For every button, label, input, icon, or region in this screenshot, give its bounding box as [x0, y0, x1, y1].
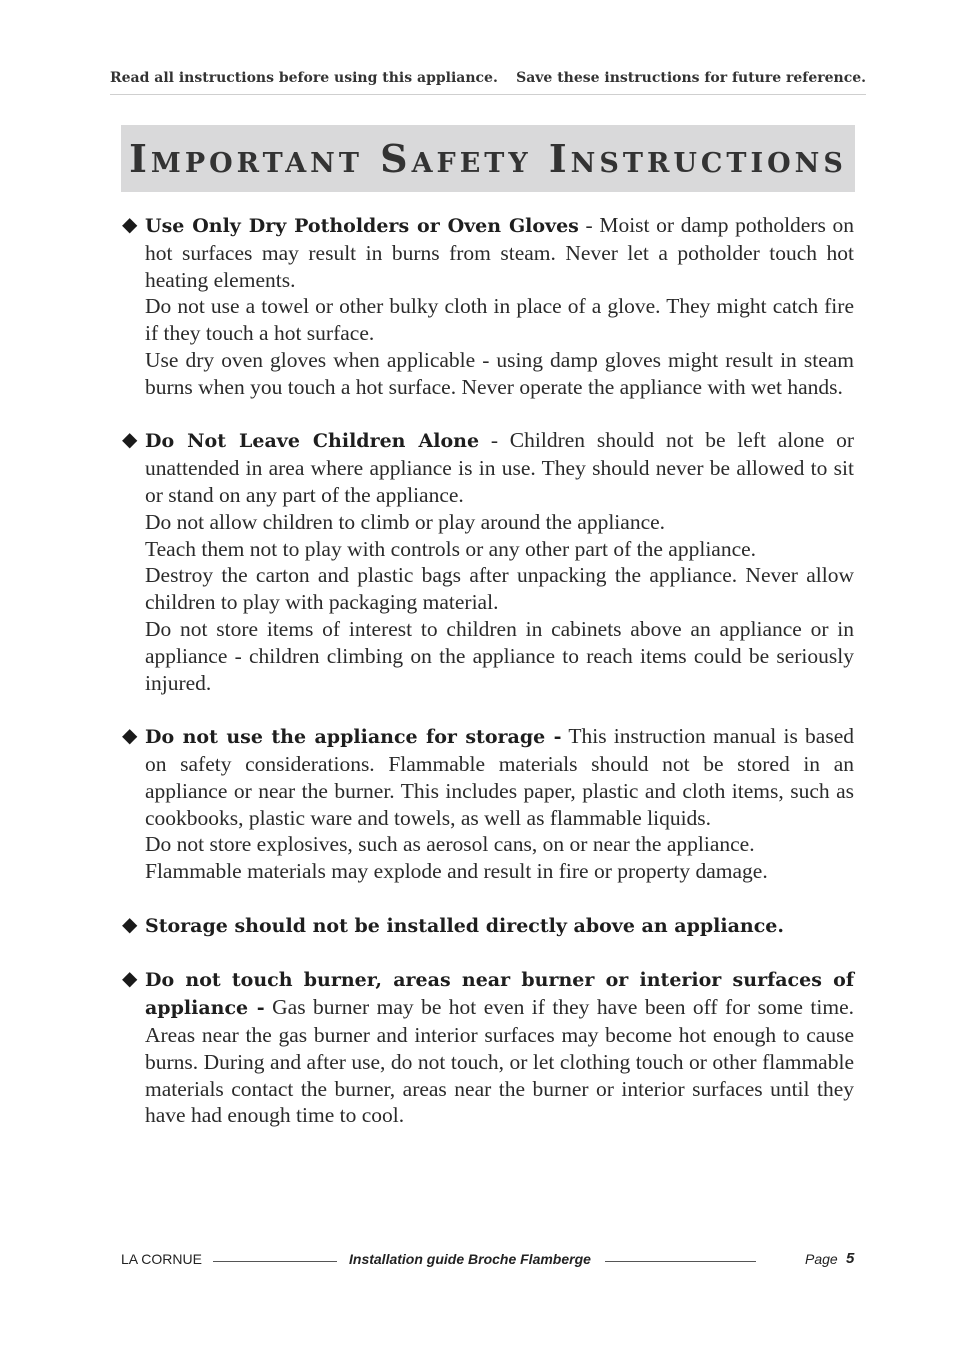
instruction-paragraph: Destroy the carton and plastic bags after unpacking the appliance. Never allow children to play with packaging material.: [145, 563, 854, 615]
header-instruction-right: Save these instructions for future reference.: [516, 70, 866, 86]
instruction-paragraph: Do not store explosives, such as aerosol cans, on or near the appliance.: [145, 832, 755, 857]
page-title: Important Safety Instructions: [129, 136, 847, 181]
instruction-paragraph: Do not allow children to climb or play around the appliance.: [145, 509, 666, 534]
diamond-bullet-icon: ◆: [122, 429, 138, 452]
instruction-heading: Storage should not be installed directly above an appliance.: [145, 914, 784, 937]
instruction-item: [121, 723, 854, 885]
instruction-heading: Do Not Leave Children Alone: [145, 430, 480, 453]
instruction-item: [121, 966, 854, 1129]
page-number: 5: [846, 1250, 855, 1267]
page-footer: [121, 1248, 856, 1272]
instruction-text: Moist or damp potholders on hot surfaces may result in burns from steam. Never let a potholder touch hot heating elements.: [145, 213, 854, 292]
instruction-paragraph: Flammable materials may explode and result in fire or property damage.: [145, 859, 768, 884]
instruction-text: Gas burner may be hot even if they have been off for some time. Areas near the gas burner and interior surfaces may become hot enough to cause burns. During and after use, do not touch, or let clothing touch or other flammable materials contact the burner, areas near the burner or interior surfaces until they have had enough time to cool.: [145, 995, 854, 1128]
header-instruction-left: Read all instructions before using this appliance.: [110, 70, 498, 86]
page-header: [110, 68, 866, 95]
instruction-paragraph: Do not store items of interest to children in cabinets above an appliance or in appliance - children climbing on the appliance to reach items could be seriously injured.: [145, 616, 854, 695]
instruction-text: This instruction manual is based on safety considerations. Flammable materials should not be stored in an appliance or near the burner. This includes paper, plastic and cloth items, such as cookbooks, plastic ware and towels, as well as flammable liquids.: [145, 724, 854, 830]
instruction-heading: Do not use the appliance for storage -: [145, 726, 562, 749]
instruction-item: [121, 912, 854, 940]
page-label: Page: [805, 1251, 838, 1267]
instruction-paragraph: [145, 912, 854, 940]
instruction-paragraph: [145, 723, 854, 831]
footer-divider: [213, 1261, 337, 1262]
instruction-text: Children should not be left alone or unattended in area where appliance is in use. They should never be allowed to sit or stand on any part of the appliance.: [145, 428, 854, 507]
instruction-item: [121, 212, 854, 401]
document-title: Installation guide Broche Flamberge: [349, 1251, 591, 1267]
instruction-heading: Use Only Dry Potholders or Oven Gloves: [145, 215, 579, 237]
diamond-bullet-icon: ◆: [122, 725, 138, 748]
instruction-paragraph: Do Not Leave Children Alone - Children should not be left alone or unattended in area where appliance is in use. They should never be allowed to sit or stand on any part of the appliance.: [145, 428, 854, 507]
instruction-paragraph: Use dry oven gloves when applicable - using damp gloves might result in steam burns when you touch a hot surface. Never operate the appliance with wet hands.: [145, 347, 854, 399]
instruction-paragraph: [145, 966, 854, 1129]
diamond-bullet-icon: ◆: [122, 913, 138, 936]
footer-divider: [605, 1261, 756, 1262]
brand-name: LA CORNUE: [121, 1251, 202, 1267]
instruction-paragraph: Teach them not to play with controls or any other part of the appliance.: [145, 536, 757, 561]
title-banner: [121, 125, 855, 192]
instruction-paragraph: Do not use a towel or other bulky cloth in place of a glove. They might catch fire if they touch a hot surface.: [145, 294, 854, 346]
instruction-heading: Do not touch burner, areas near burner or interior surfaces of appliance -: [145, 969, 854, 1020]
safety-instructions-list: [121, 212, 854, 1156]
instruction-paragraph: Use Only Dry Potholders or Oven Gloves - Moist or damp potholders on hot surfaces may result in burns from steam. Never let a potholder touch hot heating elements.: [145, 213, 854, 292]
diamond-bullet-icon: ◆: [122, 968, 138, 991]
instruction-item: [121, 427, 854, 696]
diamond-bullet-icon: ◆: [122, 214, 138, 236]
